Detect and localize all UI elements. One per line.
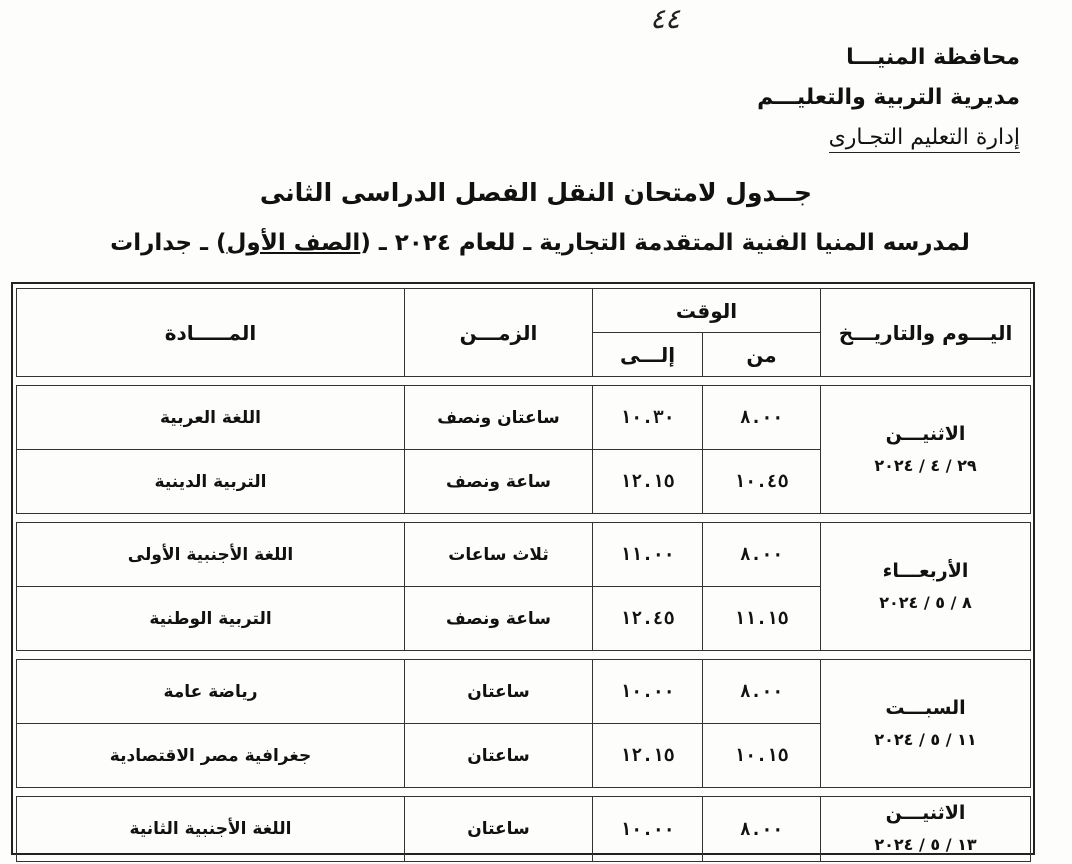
subject-cell: اللغة العربية <box>17 386 405 450</box>
header-row <box>17 289 1031 333</box>
subtitle-before: لمدرسه المنيا الفنية المتقدمة التجارية ـ للعام ٢٠٢٤ ـ ( <box>360 230 970 256</box>
table-row <box>17 523 1031 587</box>
subject-cell: اللغة الأجنبية الأولى <box>17 523 405 587</box>
from-cell: ١٠.٤٥ <box>703 450 821 514</box>
header-day: اليـــوم والتاريـــخ <box>821 289 1031 377</box>
header-subject: المـــــادة <box>17 289 405 377</box>
day-date: ٨ / ٥ / ٢٠٢٤ <box>879 592 972 612</box>
table-row <box>17 797 1031 862</box>
to-cell: ١٠.٠٠ <box>593 797 703 862</box>
day-name: السبـــت <box>885 696 966 719</box>
from-cell: ٨.٠٠ <box>703 797 821 862</box>
subject-cell: اللغة الأجنبية الثانية <box>17 797 405 862</box>
header-duration: الزمـــن <box>405 289 593 377</box>
from-cell: ٨.٠٠ <box>703 660 821 724</box>
duration-cell: ساعة ونصف <box>405 587 593 651</box>
to-cell: ١٢.١٥ <box>593 450 703 514</box>
to-cell: ١٠.٣٠ <box>593 386 703 450</box>
to-cell: ١١.٠٠ <box>593 523 703 587</box>
day-cell <box>821 523 1031 651</box>
duration-cell: ساعتان ونصف <box>405 386 593 450</box>
document-subtitle <box>20 230 1060 256</box>
day-date: ١١ / ٥ / ٢٠٢٤ <box>874 729 977 749</box>
subtitle-grade: الصف الأول <box>226 230 361 256</box>
from-cell: ٨.٠٠ <box>703 386 821 450</box>
to-cell: ١٢.٤٥ <box>593 587 703 651</box>
subject-cell: جغرافية مصر الاقتصادية <box>17 724 405 788</box>
to-cell: ١٢.١٥ <box>593 724 703 788</box>
subject-cell: رياضة عامة <box>17 660 405 724</box>
duration-cell: ساعتان <box>405 797 593 862</box>
administration-label: إدارة التعليم التجـارى <box>829 125 1020 153</box>
header-to: إلـــى <box>593 333 703 377</box>
exam-schedule-table <box>16 288 1031 862</box>
day-cell <box>821 386 1031 514</box>
duration-cell: ساعة ونصف <box>405 450 593 514</box>
to-cell: ١٠.٠٠ <box>593 660 703 724</box>
from-cell: ١٠.١٥ <box>703 724 821 788</box>
day-date: ٢٩ / ٤ / ٢٠٢٤ <box>874 455 977 475</box>
subtitle-after: ) ـ جدارات <box>110 230 227 256</box>
header-time: الوقت <box>593 289 821 333</box>
document-title: جــدول لامتحان النقل الفصل الدراسى الثانى <box>259 178 813 207</box>
day-cell <box>821 660 1031 788</box>
day-name: الاثنيـــن <box>885 802 966 824</box>
table-row <box>17 386 1031 450</box>
table-row <box>17 660 1031 724</box>
from-cell: ١١.١٥ <box>703 587 821 651</box>
duration-cell: ساعتان <box>405 724 593 788</box>
day-name: الأربعـــاء <box>882 559 969 582</box>
day-name: الاثنيـــن <box>885 422 966 445</box>
subject-cell: التربية الوطنية <box>17 587 405 651</box>
header-from: من <box>703 333 821 377</box>
duration-cell: ساعتان <box>405 660 593 724</box>
duration-cell: ثلاث ساعات <box>405 523 593 587</box>
from-cell: ٨.٠٠ <box>703 523 821 587</box>
document-header <box>757 38 1020 158</box>
directorate-label: مديرية التربية والتعليـــم <box>757 85 1020 110</box>
subject-cell: التربية الدينية <box>17 450 405 514</box>
day-date: ١٣ / ٥ / ٢٠٢٤ <box>874 835 977 854</box>
governorate-label: محافظة المنيـــا <box>846 45 1020 70</box>
page-number: ٤٤ <box>650 2 681 35</box>
day-cell <box>821 797 1031 862</box>
